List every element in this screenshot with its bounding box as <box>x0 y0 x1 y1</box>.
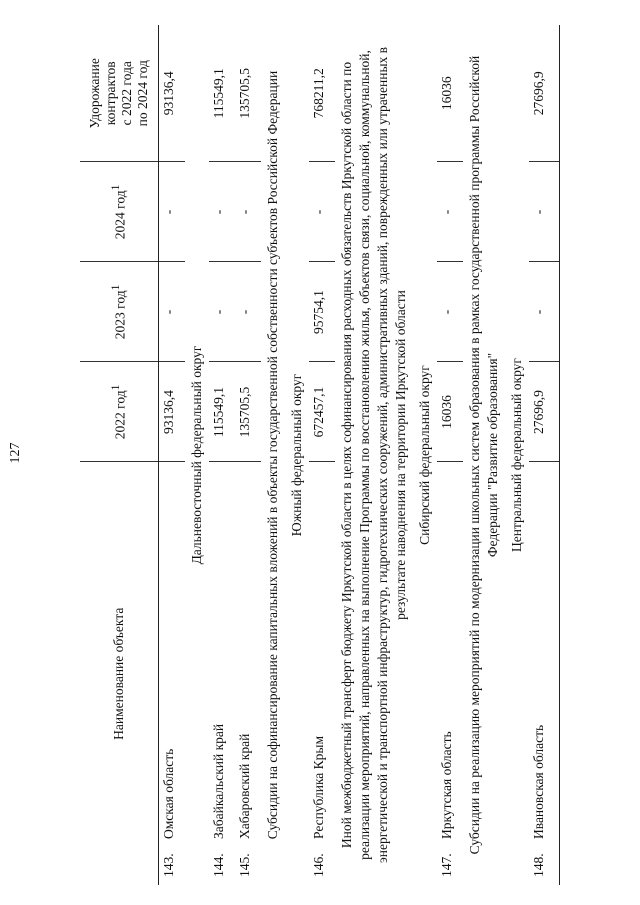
row-index: 143. <box>161 853 176 877</box>
object-name: Омская область <box>161 748 176 839</box>
value-cell-total: 93136,4 <box>161 71 176 116</box>
budget-table <box>80 25 560 885</box>
section-heading-row <box>185 25 209 885</box>
section-heading-row <box>505 25 529 885</box>
row-index: 147. <box>439 853 454 877</box>
table-row <box>159 25 186 885</box>
value-cell-total: 16036 <box>439 76 454 111</box>
section-heading-row <box>285 25 309 885</box>
value-cell-y2023: - <box>235 262 261 362</box>
value-cell-y2024: - <box>309 162 335 262</box>
section-heading-row <box>261 25 285 885</box>
header-2023: 2023 год$^1$ <box>80 262 159 362</box>
section-heading-row <box>463 25 505 885</box>
object-name: Хабаровский край <box>237 733 252 839</box>
object-name-cell <box>235 462 261 885</box>
object-name-cell <box>309 462 335 885</box>
value-cell-y2023: - <box>209 262 235 362</box>
value-cell-total: 115549,1 <box>211 68 226 119</box>
value-cell-y2023: - <box>529 262 555 362</box>
section-heading: Дальневосточный федеральный округ <box>189 345 204 565</box>
table-row <box>209 25 235 885</box>
object-name: Иркутская область <box>439 731 454 839</box>
value-cell-y2023: - <box>437 262 463 362</box>
object-name: Забайкальский край <box>211 723 226 839</box>
value-cell-y2024: - <box>437 162 463 262</box>
object-name-cell <box>209 462 235 885</box>
value-cell-y2024: - <box>235 162 261 262</box>
object-name: Республика Крым <box>311 735 326 839</box>
table-bottom-border <box>555 25 560 885</box>
object-name-cell <box>437 462 463 885</box>
header-2022: 2022 год$^1$ <box>80 362 159 462</box>
section-heading: Сибирский федеральный округ <box>417 365 432 545</box>
table-row <box>437 25 463 885</box>
value-cell-y2024: - <box>159 162 186 262</box>
rotated-table-container <box>80 25 600 885</box>
section-heading: Центральный федеральный округ <box>509 358 524 552</box>
value-cell-y2022: 135705,5 <box>235 362 261 462</box>
section-heading-row <box>413 25 437 885</box>
value-cell-y2024: - <box>209 162 235 262</box>
table-row <box>309 25 335 885</box>
value-cell-y2022: 672457,1 <box>309 362 335 462</box>
value-cell-total: 135705,5 <box>237 67 252 119</box>
value-cell-y2024: - <box>529 162 555 262</box>
section-heading: Иной межбюджетный трансферт бюджету Иркутской области в целях софинансирования расходных обязательств Иркутской области по реализации мероприятий, направленных на выполнение Программы по восстановлению жилья, объектов связи, социальной, коммунальной, энергетической и транспортной инфраструктур, гидротехнических сооружений, административных зданий, поврежденных или утраченных в результате наводнения на территории Иркутской области <box>339 46 408 864</box>
table-body <box>159 25 560 885</box>
value-cell-y2023: 95754,1 <box>309 262 335 362</box>
section-heading-row <box>335 25 413 885</box>
value-cell-y2023: - <box>159 262 186 362</box>
value-cell-y2022: 115549,1 <box>209 362 235 462</box>
row-index: 148. <box>531 853 546 877</box>
row-index: 144. <box>211 853 226 877</box>
row-index: 145. <box>237 853 252 877</box>
section-heading: Субсидии на софинансирование капитальных вложений в объекты государственной собственности субъектов Российской Федерации <box>265 70 280 840</box>
value-cell-y2022: 16036 <box>437 362 463 462</box>
table-row <box>529 25 555 885</box>
value-cell-y2022: 93136,4 <box>159 362 186 462</box>
object-name: Ивановская область <box>531 724 546 839</box>
section-heading: Южный федеральный округ <box>289 373 304 537</box>
page-number: 127 <box>8 442 23 464</box>
section-heading: Субсидии на реализацию мероприятий по модернизации школьных систем образования в рамках государственной программы Российской Федерации "Развитие образования" <box>467 55 500 855</box>
object-name-cell <box>159 462 186 885</box>
row-index: 146. <box>311 853 326 877</box>
value-cell-y2022: 27696,9 <box>529 362 555 462</box>
value-cell-total: 768211,2 <box>311 68 326 119</box>
object-name-cell <box>529 462 555 885</box>
header-cost-increase: Удорожание контрактов с 2022 года по 2024 год <box>80 25 159 162</box>
header-row <box>80 25 159 885</box>
value-cell-total: 27696,9 <box>531 71 546 116</box>
table-row <box>235 25 261 885</box>
header-2024: 2024 год$^1$ <box>80 162 159 262</box>
header-name: Наименование объекта <box>80 462 159 885</box>
